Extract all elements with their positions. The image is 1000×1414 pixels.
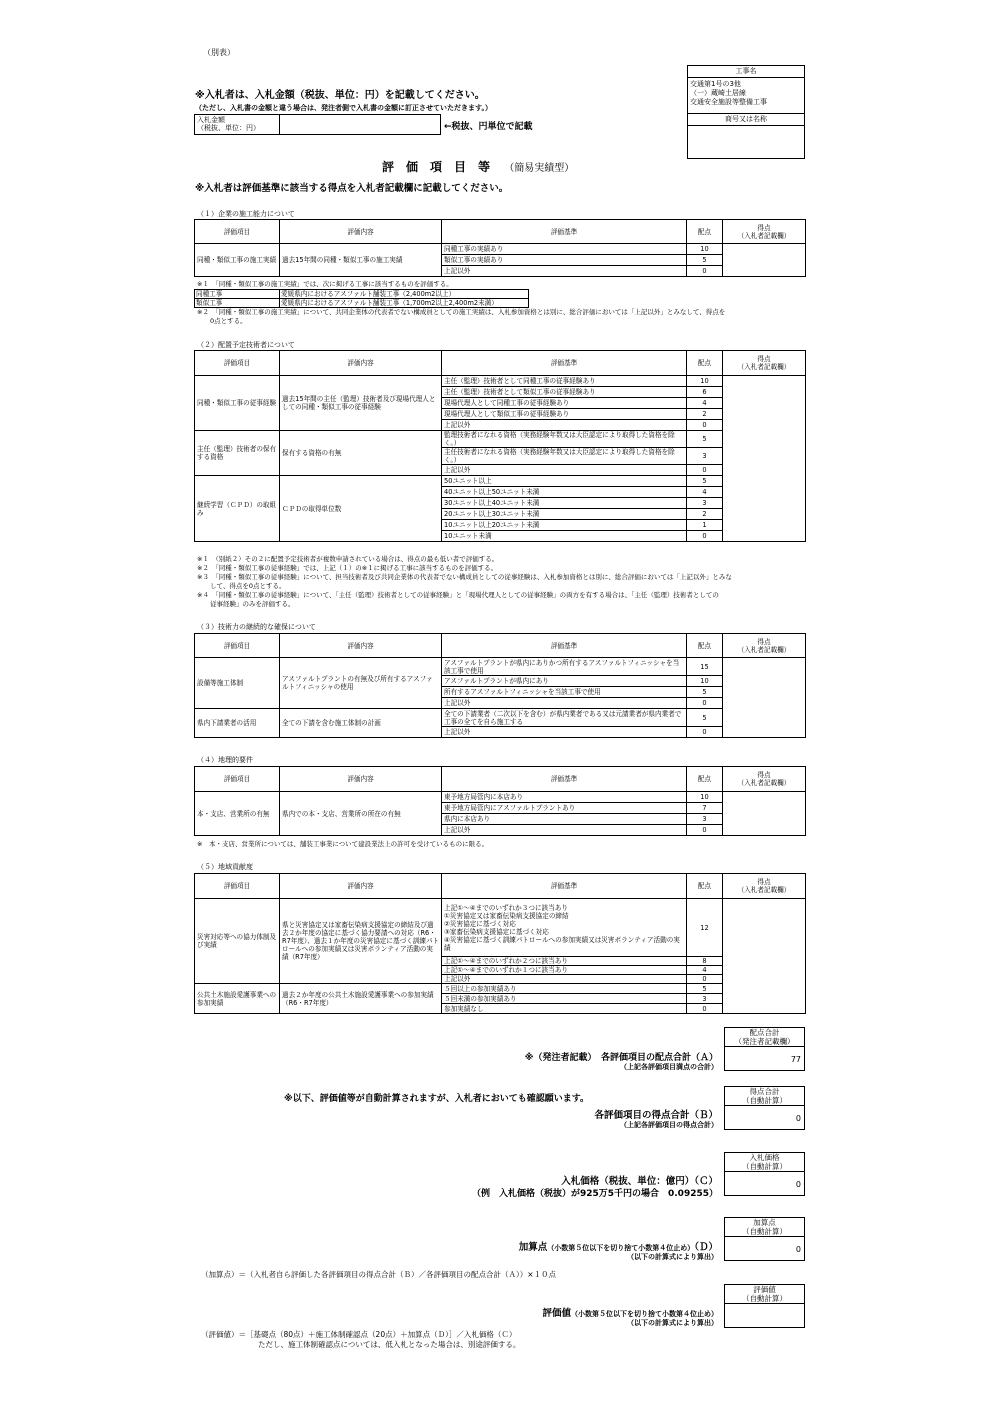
- s2a-points-3: 2: [687, 409, 723, 420]
- betsu-label: （別表）: [203, 48, 235, 57]
- s2c-criteria-2: 30ユニット以上40ユニット未満: [442, 498, 687, 509]
- page-title: 評 価 項 目 等 （簡易実績型）: [382, 160, 575, 174]
- s3a-points-2: 5: [687, 687, 723, 698]
- col-score: 得点 （入札者記載欄）: [723, 874, 806, 899]
- section4-title: （４）地理的要件: [197, 756, 253, 764]
- s2c-content: ＣＰＤの取得単位数: [280, 476, 442, 542]
- s5b-criteria-1: ５回未満の参加実績あり: [442, 994, 687, 1004]
- col-points: 配点: [687, 220, 723, 244]
- s4-criteria-1: 東予地方局管内にアスファルトプラントあり: [442, 803, 687, 814]
- section1-table: [194, 219, 806, 277]
- s4-criteria-2: 県内に本店あり: [442, 814, 687, 825]
- s2c-item: 継続学習（ＣＰＤ）の取組み: [195, 476, 280, 542]
- s5b-points-1: 3: [687, 994, 723, 1004]
- s2b-points-2: 0: [687, 465, 723, 476]
- s2a-content: 過去15年間の主任（監理）技術者及び現場代理人としての同種・類似工事の従事経験: [280, 376, 442, 431]
- bid-instruction: ※入札者は、入札金額（税抜、単位：円）を記載してください。: [195, 90, 485, 101]
- col-criteria: 評価基準: [442, 874, 687, 899]
- s5a-content: 県と災害協定又は家畜伝染病支援協定の締結及び過去２か年度の協定に基づく協力要請への対応（R6・R7年度）、過去１か年度の災害協定に基づく訓練パトロールへの参加実績又は災害ボランティア活動の実績（R7年度）: [280, 899, 442, 984]
- col-score: 得点 （入札者記載欄）: [723, 767, 806, 792]
- s5a-points-1: 8: [687, 957, 723, 966]
- def-key-0: 同種工事: [195, 290, 280, 299]
- s2b-content: 保有する資格の有無: [280, 431, 442, 476]
- section5-table: [194, 873, 806, 1014]
- bid-amount-input[interactable]: [279, 114, 441, 135]
- section5-title: （５）地域貢献度: [197, 863, 253, 871]
- total-score-sub: （上記各評価項目の得点合計）: [620, 1121, 718, 1129]
- s3a-criteria-0: アスファルトプラントが県内にありかつ所有するアスファルトフィニッシャを当該工事で使用: [442, 658, 687, 676]
- s2-note: ※２ 「同種・類似工事の従事経験」では、上記（１）の※１に掲げる工事に該当するものを評価する。: [197, 564, 498, 572]
- section2-title: （２）配置予定技術者について: [197, 341, 295, 349]
- s2b-points-1: 3: [687, 448, 723, 465]
- s3b-points-0: 5: [687, 709, 723, 727]
- col-content: 評価内容: [280, 220, 442, 244]
- s2b-points-0: 5: [687, 431, 723, 448]
- s5b-content: 過去２か年度の公共土木施設愛護事業への参加実績（R6・R7年度）: [280, 984, 442, 1014]
- col-criteria: 評価基準: [442, 220, 687, 244]
- s2a-points-2: 4: [687, 398, 723, 409]
- s2c-points-5: 0: [687, 531, 723, 542]
- s5a-item: 災害対応等への協力体制及び実績: [195, 899, 280, 984]
- s2c-points-0: 5: [687, 476, 723, 487]
- s3a-points-3: 0: [687, 698, 723, 709]
- s5b-item: 公共土木施設愛護事業への参加実績: [195, 984, 280, 1014]
- s3a-criteria-2: 所有するアスファルトフィニッシャを当該工事で使用: [442, 687, 687, 698]
- bid-instruction-sub: （ただし、入札書の金額と違う場合は、発注者側で入札書の金額に訂正させていただきます。）: [195, 104, 492, 112]
- s2-note: 従事経験」のみを評価する。: [197, 600, 295, 608]
- s1-criteria-2: 上記以外: [442, 266, 687, 277]
- col-score: 得点 （入札者記載欄）: [723, 220, 806, 244]
- bid-price-label: 入札価格（税抜、単位：億円）（Ｃ）: [561, 1176, 718, 1187]
- auto-calc-note: ※以下、評価値等が自動計算されますが、入札者においても確認願います。: [284, 1094, 590, 1104]
- bid-amount-label: 入札金額: [197, 116, 225, 124]
- s5a-criteria-2: 上記①～④までのいずれか１つに該当あり: [442, 966, 687, 975]
- s3b-points-1: 0: [687, 727, 723, 738]
- s2a-criteria-3: 現場代理人として類似工事の従事経験あり: [442, 409, 687, 420]
- bid-amount-unit: （税抜、単位：円）: [197, 124, 260, 132]
- total-points-box-label: 配点合計 （発注者記載欄）: [724, 1027, 805, 1047]
- s3a-criteria-1: アスファルトプラントが県内にあり: [442, 676, 687, 687]
- s4-criteria-3: 上記以外: [442, 825, 687, 836]
- s1-points-1: 5: [687, 255, 723, 266]
- s2c-points-1: 4: [687, 487, 723, 498]
- bonus-label: 加算点（小数第５位以下を切り捨て小数第４位止め）（Ｄ）: [518, 1242, 718, 1253]
- s3b-criteria-1: 上記以外: [442, 727, 687, 738]
- s5b-criteria-2: 参加実績なし: [442, 1004, 687, 1014]
- s5b-criteria-0: ５回以上の参加実績あり: [442, 984, 687, 994]
- total-points-label: ※（発注者記載） 各評価項目の配点合計（Ａ）: [524, 1053, 718, 1063]
- col-item: 評価項目: [195, 767, 280, 792]
- col-content: 評価内容: [280, 351, 442, 376]
- def-value-0: 愛媛県内におけるアスファルト舗装工事（2,400m2以上）: [280, 290, 529, 299]
- s2a-criteria-1: 主任（監理）技術者として類似工事の従事経験あり: [442, 387, 687, 398]
- s2a-points-1: 6: [687, 387, 723, 398]
- s2c-criteria-4: 10ユニット以上20ユニット未満: [442, 520, 687, 531]
- col-content: 評価内容: [280, 767, 442, 792]
- col-criteria: 評価基準: [442, 351, 687, 376]
- s5a-criteria-0: 上記①～④までのいずれか３つに該当あり ①災害協定又は家畜伝染病支援協定の締結 ②災害協定に基づく対応 ③家畜伝染病支援協定に基づく対応 ④災害協定に基づく訓練パトロールへの参加実績又は災害ボランティア活動の実績: [442, 899, 687, 957]
- s4-content: 県内での本・支店、営業所の所在の有無: [280, 792, 442, 836]
- col-points: 配点: [687, 351, 723, 376]
- col-content: 評価内容: [280, 634, 442, 658]
- evaluation-label: 評価値（小数第５位以下を切り捨て小数第４位止め）: [542, 1308, 718, 1319]
- total-score-value: 0: [724, 1105, 805, 1130]
- s1-note2: ※２ 「同種・類似工事の施工実績」について、共同企業体の代表者でない構成員としての施工実績は、入札参加資格とは別に、総合評価においては「上記以外」とみなして、得点を 0点とする。: [197, 308, 726, 325]
- s5a-points-3: 0: [687, 975, 723, 984]
- s2a-points-4: 0: [687, 420, 723, 431]
- s5b-points-2: 0: [687, 1004, 723, 1014]
- s2-note: して、得点を0点とする。: [197, 582, 286, 590]
- section3-title: （３）技術力の継続的な確保について: [197, 623, 316, 631]
- section1-title: （１）企業の施工能力について: [197, 210, 295, 218]
- s2a-item: 同種・類似工事の従事経験: [195, 376, 280, 431]
- section4-table: [194, 766, 806, 836]
- s3-score-input[interactable]: [723, 658, 806, 738]
- col-item: 評価項目: [195, 634, 280, 658]
- col-item: 評価項目: [195, 220, 280, 244]
- col-points: 配点: [687, 767, 723, 792]
- bonus-formula: （加算点）＝（入札者自ら評価した各評価項目の得点合計（Ｂ）／各評価項目の配点合計（Ａ））×１０点: [201, 1270, 557, 1279]
- company-name-input[interactable]: [688, 127, 804, 158]
- total-score-label: 各評価項目の得点合計（Ｂ）: [594, 1110, 718, 1121]
- bid-amount-note: ←税抜、円単位で記載: [444, 122, 533, 132]
- total-points-sub: （上記各評価項目満点の合計）: [620, 1063, 718, 1071]
- s3a-criteria-3: 上記以外: [442, 698, 687, 709]
- s2-note: ※４ 「同種・類似工事の従事経験」について、「主任（監理）技術者としての従事経験」と「現場代理人としての従事経験」の両方を有する場合は、「主任（監理）技術者としての: [197, 591, 719, 599]
- s3b-criteria-0: 全ての下請業者（二次以下を含む）が県内業者である又は元請業者が県内業者で工事の全てを自ら施工する: [442, 709, 687, 727]
- s3b-item: 県内下請業者の活用: [195, 709, 280, 738]
- section2-table: [194, 350, 806, 542]
- s5a-points-2: 4: [687, 966, 723, 975]
- s2a-points-0: 10: [687, 376, 723, 387]
- evaluation-box-label: 評価値 （自動計算）: [724, 1284, 805, 1304]
- evaluation-value: [724, 1303, 805, 1328]
- s5a-criteria-1: 上記①～④までのいずれか２つに該当あり: [442, 957, 687, 966]
- s3a-content: アスファルトプラントの有無及び所有するアスファルトフィニッシャの使用: [280, 658, 442, 709]
- page-instruction: ※入札者は評価基準に該当する得点を入札者記載欄に記載してください。: [195, 183, 509, 194]
- col-criteria: 評価基準: [442, 634, 687, 658]
- bid-amount-label-cell: [194, 114, 280, 135]
- bid-price-value: 0: [724, 1171, 805, 1196]
- col-criteria: 評価基準: [442, 767, 687, 792]
- s5-score-input[interactable]: [723, 899, 806, 1014]
- s2c-criteria-5: 10ユニット未満: [442, 531, 687, 542]
- s4-note: ※ 本・支店、営業所については、舗装工事業について建設業法上の許可を受けているものに限る。: [197, 840, 489, 848]
- def-key-1: 類似工事: [195, 299, 280, 308]
- col-score: 得点 （入札者記載欄）: [723, 351, 806, 376]
- s3a-points-0: 15: [687, 658, 723, 676]
- col-item: 評価項目: [195, 874, 280, 899]
- s4-points-2: 3: [687, 814, 723, 825]
- s2b-criteria-2: 上記以外: [442, 465, 687, 476]
- s2-note: ※３ 「同種・類似工事の従事経験」について、担当技術者及び共同企業体の代表者でない構成員としての従事経験は、入札参加資格とは別に、総合評価においては「上記以外」とみな: [197, 573, 732, 581]
- s4-points-3: 0: [687, 825, 723, 836]
- s3b-content: 全ての下請を含む施工体制の計画: [280, 709, 442, 738]
- s5b-points-0: 5: [687, 984, 723, 994]
- s2b-criteria-1: 主任技術者になれる資格（実務経験年数又は大臣認定により取得した資格を除く。）: [442, 448, 687, 465]
- evaluation-formula: （評価値）＝［基礎点（80点）＋施工体制確認点（20点）＋加算点（Ｄ）］／入札価格（Ｃ） ただし、施工体制確認点については、低入札となった場合は、別途評価する。: [201, 1330, 521, 1349]
- s4-points-1: 7: [687, 803, 723, 814]
- s2-note: ※１ （別紙２）その２に配置予定技術者が複数申請されている場合は、得点の最も低い者で評価する。: [197, 555, 499, 563]
- s5a-criteria-3: 上記以外: [442, 975, 687, 984]
- project-name: 交通第1号の3他 （一）蔵崎土居線 交通安全施設等整備工事: [690, 80, 767, 106]
- s4-score-input[interactable]: [723, 792, 806, 836]
- col-content: 評価内容: [280, 874, 442, 899]
- bid-price-example: （例 入札価格（税抜）が925万5千円の場合 0.09255）: [471, 1189, 718, 1199]
- s5a-points-0: 12: [687, 899, 723, 957]
- col-score: 得点 （入札者記載欄）: [723, 634, 806, 658]
- s2c-points-2: 3: [687, 498, 723, 509]
- s4-points-0: 10: [687, 792, 723, 803]
- s3a-item: 設備等施工体制: [195, 658, 280, 709]
- s2a-criteria-4: 上記以外: [442, 420, 687, 431]
- s2-score-input[interactable]: [723, 376, 806, 542]
- evaluation-sub: （以下の計算式により算出）: [627, 1319, 718, 1327]
- s2-notes: [197, 555, 732, 609]
- s2c-criteria-0: 50ユニット以上: [442, 476, 687, 487]
- s1-criteria-1: 類似工事の実績あり: [442, 255, 687, 266]
- def-value-1: 愛媛県内におけるアスファルト舗装工事（1,700m2以上2,400m2未満）: [280, 299, 529, 308]
- s2c-criteria-3: 20ユニット以上30ユニット未満: [442, 509, 687, 520]
- s1-points-0: 10: [687, 244, 723, 255]
- s2b-criteria-0: 監理技術者になれる資格（実務経験年数又は大臣認定により取得した資格を除く。）: [442, 431, 687, 448]
- s2b-item: 主任（監理）技術者の保有する資格: [195, 431, 280, 476]
- bid-price-box-label: 入札価格 （自動計算）: [724, 1152, 805, 1172]
- s2a-criteria-2: 現場代理人として同種工事の従事経験あり: [442, 398, 687, 409]
- s4-item: 本・支店、営業所の有無: [195, 792, 280, 836]
- s1-content: 過去15年間の同種・類似工事の施工実績: [280, 244, 442, 277]
- s1-points-2: 0: [687, 266, 723, 277]
- company-name-header: 商号又は名称: [687, 113, 805, 126]
- s4-criteria-0: 東予地方局管内に本店あり: [442, 792, 687, 803]
- s1-definition-table: [194, 289, 529, 308]
- s1-score-input[interactable]: [723, 244, 806, 277]
- s1-note1: ※１ 「同種・類似工事の施工実績」では、次に掲げる工事に該当するものを評価する。: [197, 280, 453, 288]
- col-item: 評価項目: [195, 351, 280, 376]
- col-points: 配点: [687, 874, 723, 899]
- section3-table: [194, 633, 806, 738]
- s3a-points-1: 10: [687, 676, 723, 687]
- s1-criteria-0: 同種工事の実績あり: [442, 244, 687, 255]
- total-points-value: 77: [724, 1046, 805, 1071]
- bonus-box-label: 加算点 （自動計算）: [724, 1217, 805, 1237]
- project-name-header: 工事名: [687, 65, 805, 78]
- bonus-value: 0: [724, 1236, 805, 1261]
- s2a-criteria-0: 主任（監理）技術者として同種工事の従事経験あり: [442, 376, 687, 387]
- s1-item: 同種・類似工事の施工実績: [195, 244, 280, 277]
- bonus-sub: （以下の計算式により算出）: [627, 1253, 718, 1261]
- s2c-points-4: 1: [687, 520, 723, 531]
- col-points: 配点: [687, 634, 723, 658]
- s2c-criteria-1: 40ユニット以上50ユニット未満: [442, 487, 687, 498]
- s2c-points-3: 2: [687, 509, 723, 520]
- total-score-box-label: 得点合計 （自動計算）: [724, 1086, 805, 1106]
